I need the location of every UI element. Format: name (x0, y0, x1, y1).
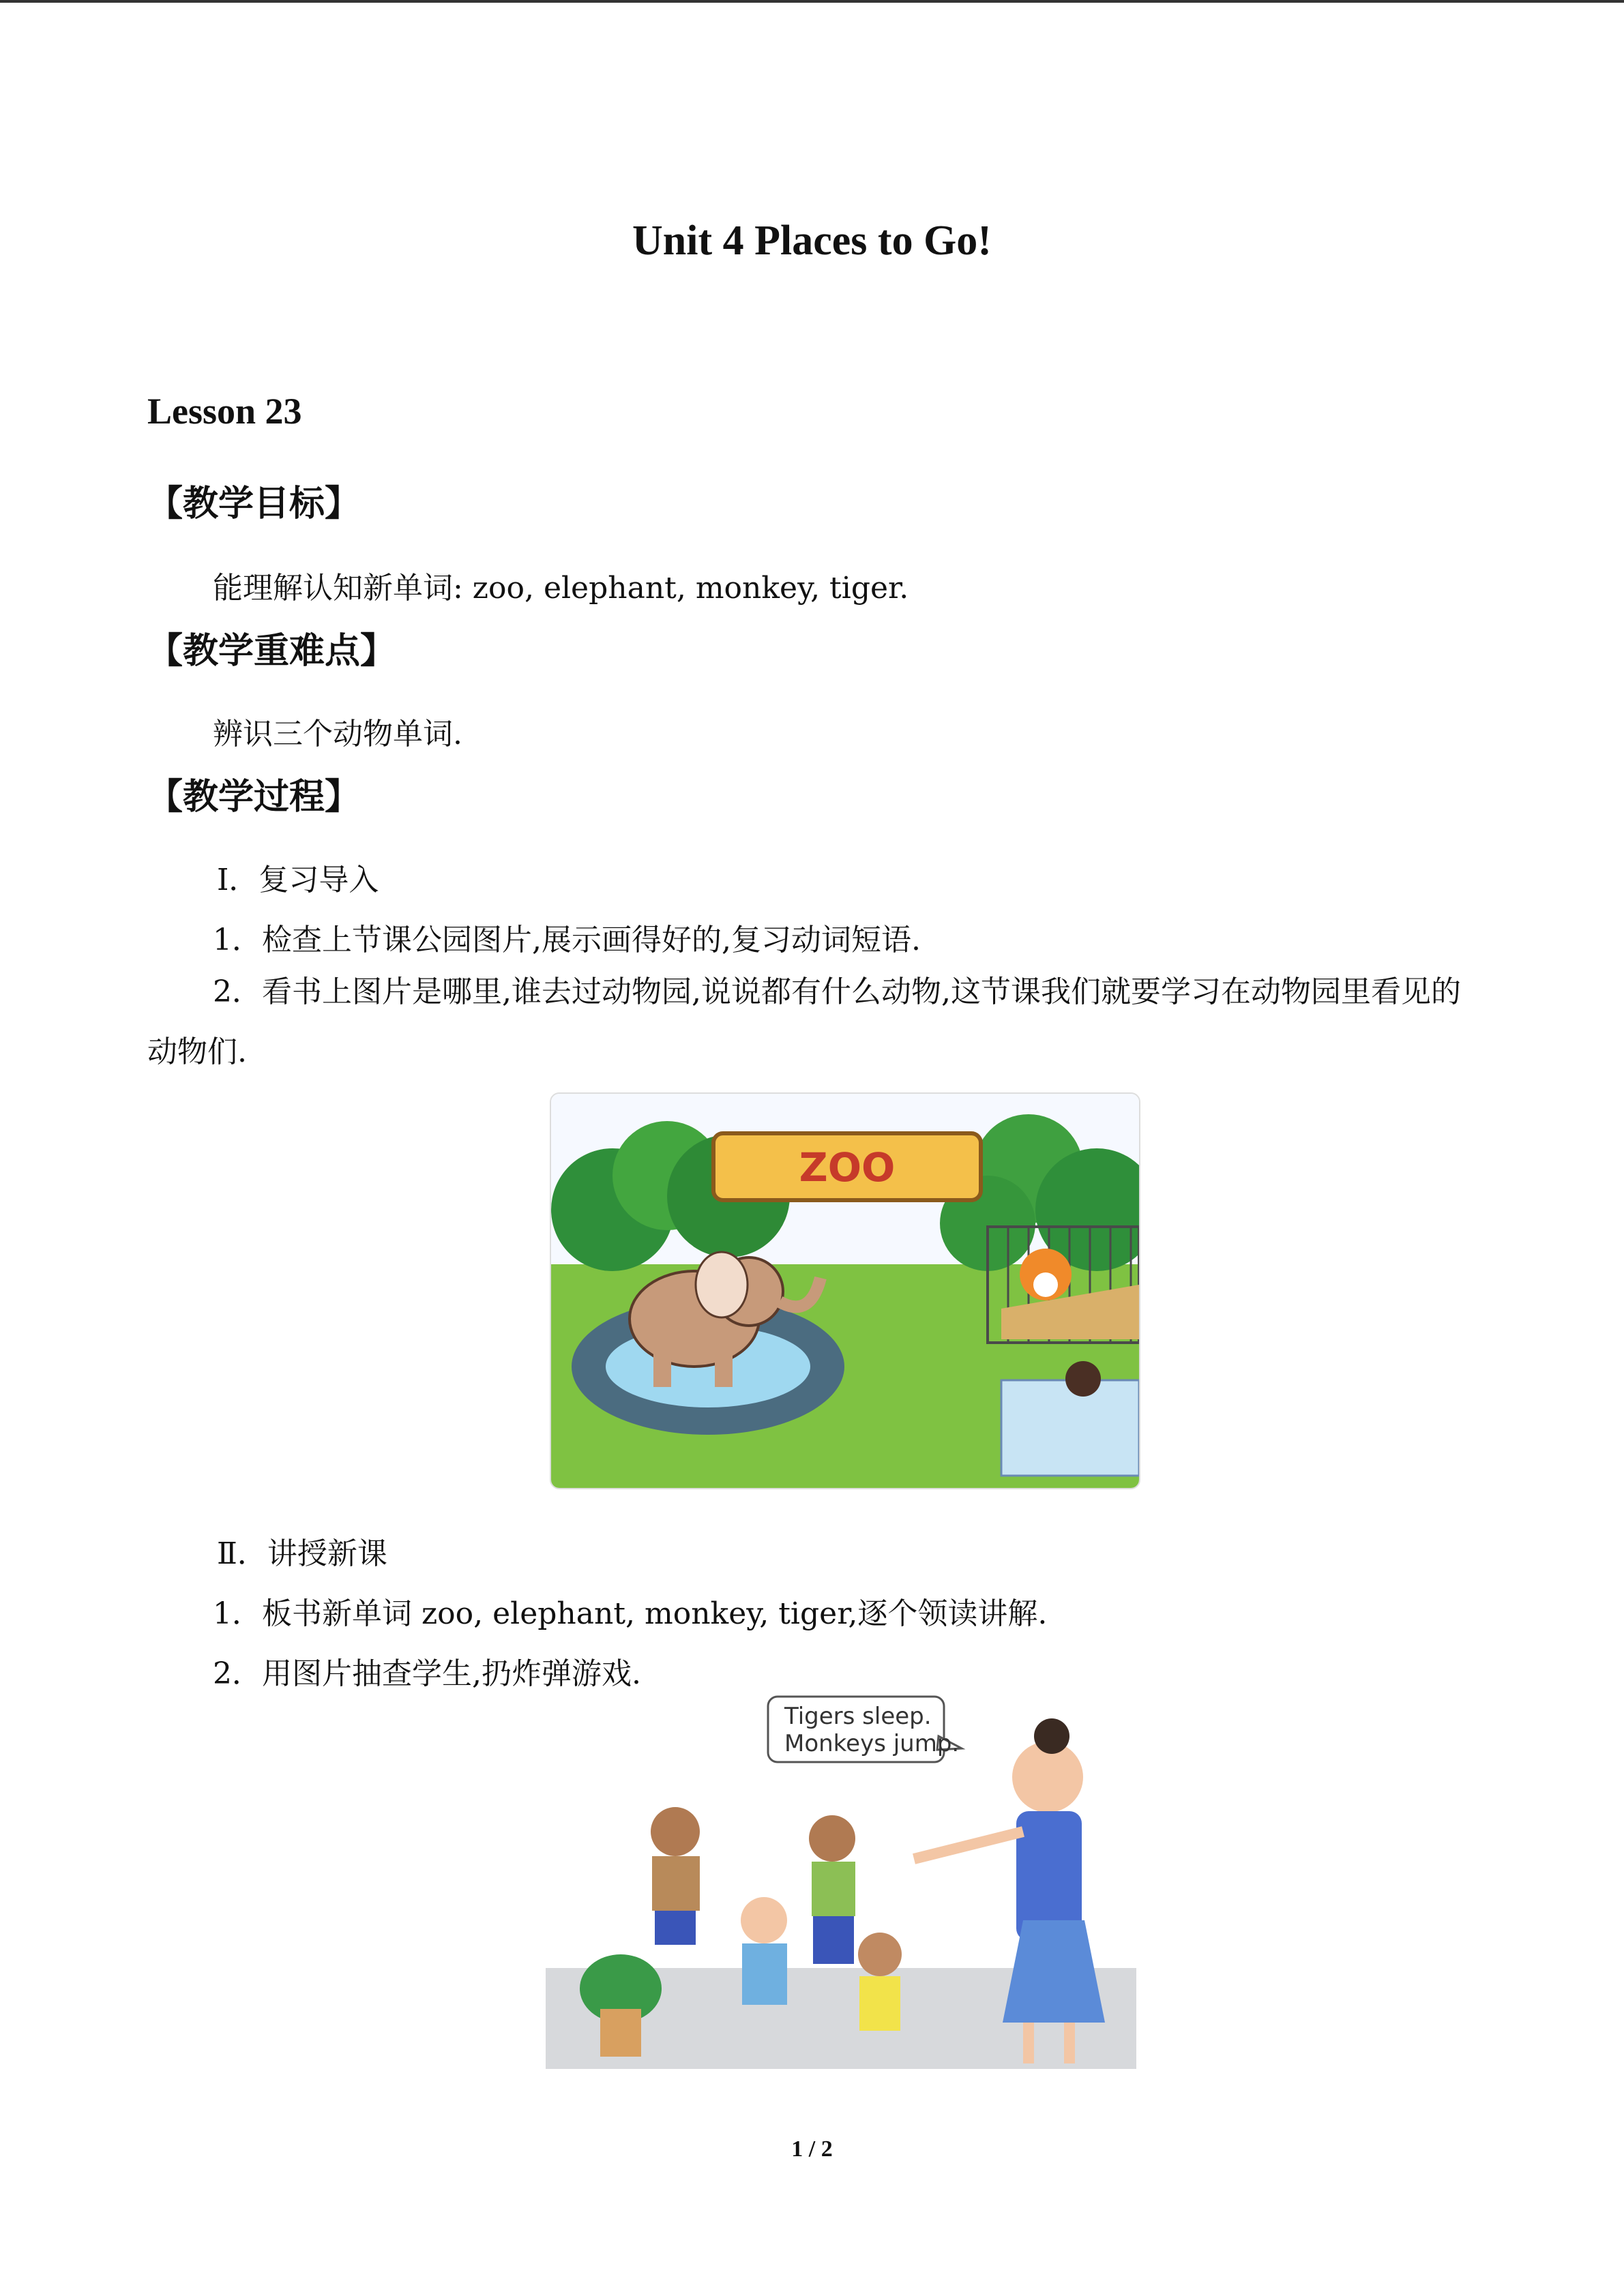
zoo-illustration (550, 1092, 1140, 1489)
top-border (0, 0, 1624, 3)
part2-item1: 1．板书新单词 zoo, elephant, monkey, tiger,逐个领读讲解. (213, 1596, 1048, 1631)
objectives-text: 能理解认知新单词: zoo, elephant, monkey, tiger. (213, 571, 909, 606)
part2-label: Ⅱ．讲授新课 (217, 1536, 387, 1571)
page-number: 1 / 2 (791, 2136, 833, 2162)
part1-item2: 2．看书上图片是哪里,谁去过动物园,说说都有什么动物,这节课我们就要学习在动物园里看见的动物们. (147, 974, 1461, 1069)
document-title: Unit 4 Places to Go! (632, 218, 992, 264)
zoo-sign-text: ZOO (799, 1144, 896, 1191)
part1-item1: 1．检查上节课公园图片,展示画得好的,复习动词短语. (213, 923, 921, 957)
part1-label: Ⅰ．复习导入 (217, 863, 379, 897)
key-points-heading: 【教学重难点】 (147, 631, 396, 672)
classroom-illustration (546, 1695, 1136, 2069)
key-points-text: 辨识三个动物单词. (213, 717, 462, 751)
objectives-heading: 【教学目标】 (147, 483, 361, 524)
part2-item2: 2．用图片抽查学生,扔炸弹游戏. (213, 1656, 641, 1691)
speech-line-2: Monkeys jump. (784, 1730, 960, 1757)
process-heading: 【教学过程】 (147, 777, 361, 818)
lesson-heading: Lesson 23 (147, 391, 302, 432)
speech-line-1: Tigers sleep. (784, 1703, 932, 1730)
